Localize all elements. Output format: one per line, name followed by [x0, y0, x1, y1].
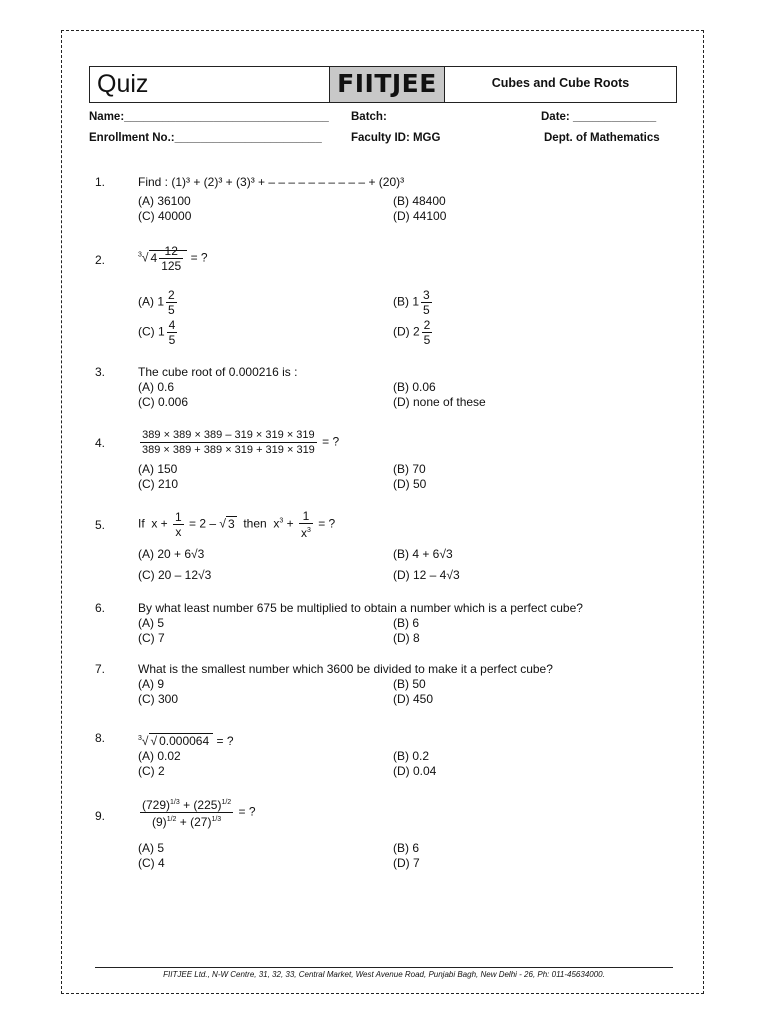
option-d: (D) 2 $\frac{2}{5}$ — [393, 318, 431, 347]
question-text: What is the smallest number which 3600 be divided to make it a perfect cube? — [138, 662, 553, 676]
info-row-1 — [89, 111, 677, 127]
question-text: By what least number 675 be multiplied to obtain a number which is a perfect cube? — [138, 601, 583, 615]
question-number: 2. — [95, 253, 106, 267]
option-c: (C) 300 — [138, 692, 179, 706]
option-d: (D) 7 — [393, 856, 420, 870]
option-c: (C) 4 — [138, 856, 165, 870]
option-d: (D) 450 — [393, 692, 434, 706]
date-field: Date: _____________ — [541, 111, 657, 123]
option-b: (B) 50 — [393, 677, 426, 691]
option-d: (D) none of these — [393, 395, 486, 409]
radicand: 0.000064 — [159, 734, 210, 748]
option-a: (A) 36100 — [138, 194, 191, 208]
question-text: = ? — [190, 250, 208, 265]
question-text: Find : (1)³ + (2)³ + (3)³ + – – – – – – – – – – + (20)³ — [138, 175, 405, 189]
question-number: 4. — [95, 436, 106, 450]
question-3 — [95, 365, 655, 415]
faculty-id: Faculty ID: MGG — [351, 132, 441, 144]
option-d: (D) 44100 — [393, 209, 447, 223]
option-b: (B) 48400 — [393, 194, 446, 208]
topic-title: Cubes and Cube Roots — [491, 76, 630, 90]
option-b: (B) 0.2 — [393, 749, 430, 763]
option-a: (A) 0.02 — [138, 749, 181, 763]
option-b: (B) 4 + 6√3 — [393, 547, 453, 561]
question-expression: $\frac{(729)^{1/3} + (225)^{1/2}}{(9)^{1/2} + (27)^{1/3}}$ = ? — [142, 798, 256, 829]
question-4 — [95, 428, 655, 494]
option-b: (B) 0.06 — [393, 380, 436, 394]
option-d: (D) 50 — [393, 477, 427, 491]
info-row-2 — [89, 132, 677, 148]
question-expression: If x + $\frac{1}{x}$ = 2 – √ 3 then $x^3$ + $\frac{1}{x^3}$ = ? — [138, 509, 336, 540]
option-c: (C) 210 — [138, 477, 179, 491]
question-expression: $\frac{389 \times 389 \times 389 - 319 \times 319 \times 319}{389 \times 389 + 389 \times 319 + 319 \times 319}$ = ? — [142, 429, 340, 456]
batch-field: Batch: — [351, 111, 387, 123]
option-a: (A) 5 — [138, 616, 165, 630]
option-c: (C) 40000 — [138, 209, 192, 223]
option-c: (C) 1 $\frac{4}{5}$ — [138, 318, 176, 347]
question-9 — [95, 796, 655, 876]
option-b: (B) 1 $\frac{3}{5}$ — [393, 288, 430, 317]
question-number: 9. — [95, 809, 106, 823]
question-expression: $^3$√ 4 $\frac{12}{125}$ = ? — [138, 244, 208, 273]
option-b: (B) 70 — [393, 462, 426, 476]
option-d: (D) 8 — [393, 631, 420, 645]
header-box — [89, 66, 677, 103]
option-a: (A) 5 — [138, 841, 165, 855]
option-a: (A) 9 — [138, 677, 165, 691]
enrollment-field: Enrollment No.:_______________________ — [89, 132, 322, 144]
quiz-title: Quiz — [90, 67, 330, 102]
option-a: (A) 0.6 — [138, 380, 175, 394]
option-c: (C) 7 — [138, 631, 165, 645]
question-number: 7. — [95, 662, 106, 676]
department: Dept. of Mathematics — [544, 132, 660, 144]
option-a: (A) 150 — [138, 462, 178, 476]
brand-logo: FIITJEE — [330, 67, 445, 102]
question-1 — [95, 175, 655, 225]
question-2 — [95, 244, 655, 350]
option-c: (C) 0.006 — [138, 395, 189, 409]
option-a: (A) 1 $\frac{2}{5}$ — [138, 288, 175, 317]
question-number: 6. — [95, 601, 106, 615]
option-d: (D) 12 – 4√3 — [393, 568, 460, 582]
question-8 — [95, 731, 655, 781]
question-5 — [95, 509, 655, 589]
footer-address: FIITJEE Ltd., N-W Centre, 31, 32, 33, Central Market, West Avenue Road, Punjabi Bagh, New Delhi - 26, Ph: 011-45634000. — [163, 970, 605, 979]
question-text: = ? — [216, 734, 234, 748]
question-expression: $^3$√ √ 0.000064 = ? — [138, 734, 234, 748]
question-7 — [95, 662, 655, 712]
question-text: = ? — [322, 434, 340, 449]
question-text: = ? — [238, 804, 256, 819]
question-number: 8. — [95, 731, 106, 745]
name-field: Name:________________________________ — [89, 111, 329, 123]
question-text: then — [243, 516, 267, 531]
question-number: 5. — [95, 518, 106, 532]
option-c: (C) 2 — [138, 764, 165, 778]
question-6 — [95, 601, 655, 651]
option-b: (B) 6 — [393, 616, 420, 630]
footer-divider — [95, 967, 673, 968]
option-b: (B) 6 — [393, 841, 420, 855]
option-d: (D) 0.04 — [393, 764, 437, 778]
option-a: (A) 20 + 6√3 — [138, 547, 205, 561]
option-c: (C) 20 – 12√3 — [138, 568, 212, 582]
question-number: 1. — [95, 175, 106, 189]
question-text: The cube root of 0.000216 is : — [138, 365, 298, 379]
question-number: 3. — [95, 365, 106, 379]
